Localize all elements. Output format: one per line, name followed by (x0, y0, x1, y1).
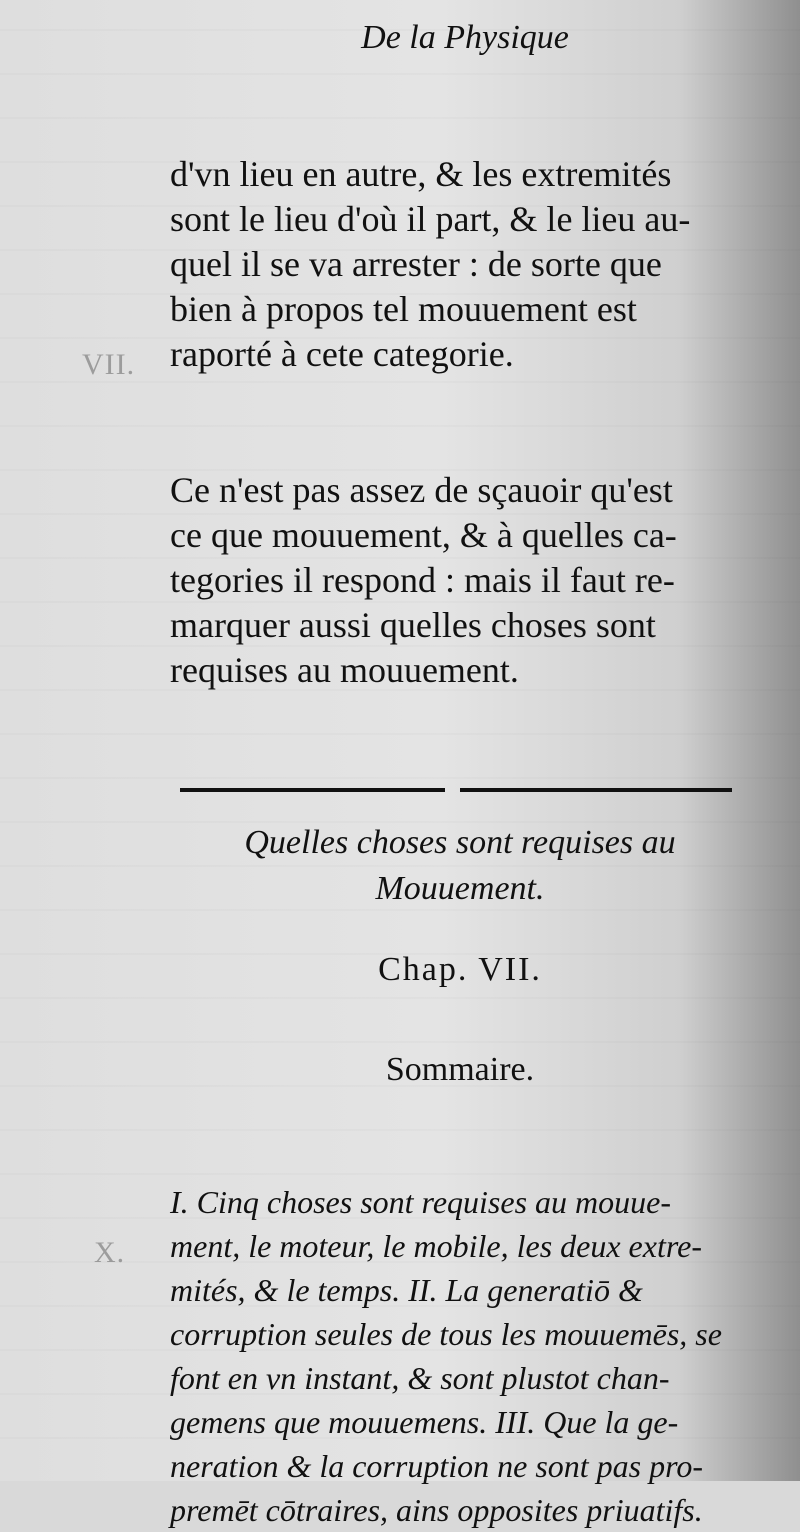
margin-mark-vii: VII. (82, 348, 136, 381)
chapter-number: Chap. VII. (378, 951, 542, 988)
paragraph-1-line-5: raporté à cete categorie. (170, 334, 514, 374)
summary-line-4: corruption seules de tous les mouuemēs, se (170, 1316, 722, 1352)
paragraph-2 (170, 423, 750, 693)
paragraph-1 (170, 107, 750, 377)
paragraph-1-line-2: sont le lieu d'où il part, & le lieu au- (170, 199, 691, 239)
summary-line-5: font en vn instant, & sont plustot chan- (170, 1360, 670, 1396)
paragraph-2-line-3: tegories il respond : mais il faut re- (170, 560, 675, 600)
summary-title: Sommaire. (385, 1051, 535, 1088)
paragraph-2-line-4: marquer aussi quelles choses sont (170, 605, 656, 645)
chapter-title-line-1: Quelles choses sont requises au (244, 824, 676, 861)
summary-line-7: neration & la corruption ne sont pas pro- (170, 1448, 704, 1484)
chapter-title (170, 820, 750, 912)
margin-mark-x: X. (94, 1236, 126, 1269)
paragraph-2-line-5: requises au mouuement. (170, 650, 519, 690)
main-text (170, 62, 750, 738)
summary-line-2: ment, le moteur, le mobile, les deux extre- (170, 1228, 702, 1264)
paragraph-2-line-2: ce que mouuement, & à quelles ca- (170, 515, 677, 555)
section-rule (180, 784, 732, 798)
summary-line-3: mités, & le temps. II. La generatiō & (170, 1272, 643, 1308)
paragraph-2-line-1: Ce n'est pas assez de sçauoir qu'est (170, 470, 673, 510)
summary-line-8: premēt cōtraires, ains opposites priuatifs. (170, 1492, 703, 1528)
chapter-title-line-2: Mouuement. (375, 870, 545, 907)
summary-line-6: gemens que mouuemens. III. Que la ge- (170, 1404, 679, 1440)
paragraph-1-line-3: quel il se va arrester : de sorte que (170, 244, 662, 284)
section-rule-right (460, 788, 732, 792)
paragraph-1-line-4: bien à propos tel mouuement est (170, 289, 637, 329)
page-content (170, 18, 750, 1532)
summary-text (170, 1136, 750, 1532)
paragraph-1-line-1: d'vn lieu en autre, & les extremités (170, 154, 672, 194)
section-rule-left (180, 788, 445, 792)
running-head: De la Physique (361, 19, 569, 56)
summary-line-1: I. Cinq choses sont requises au mouue- (170, 1184, 671, 1220)
